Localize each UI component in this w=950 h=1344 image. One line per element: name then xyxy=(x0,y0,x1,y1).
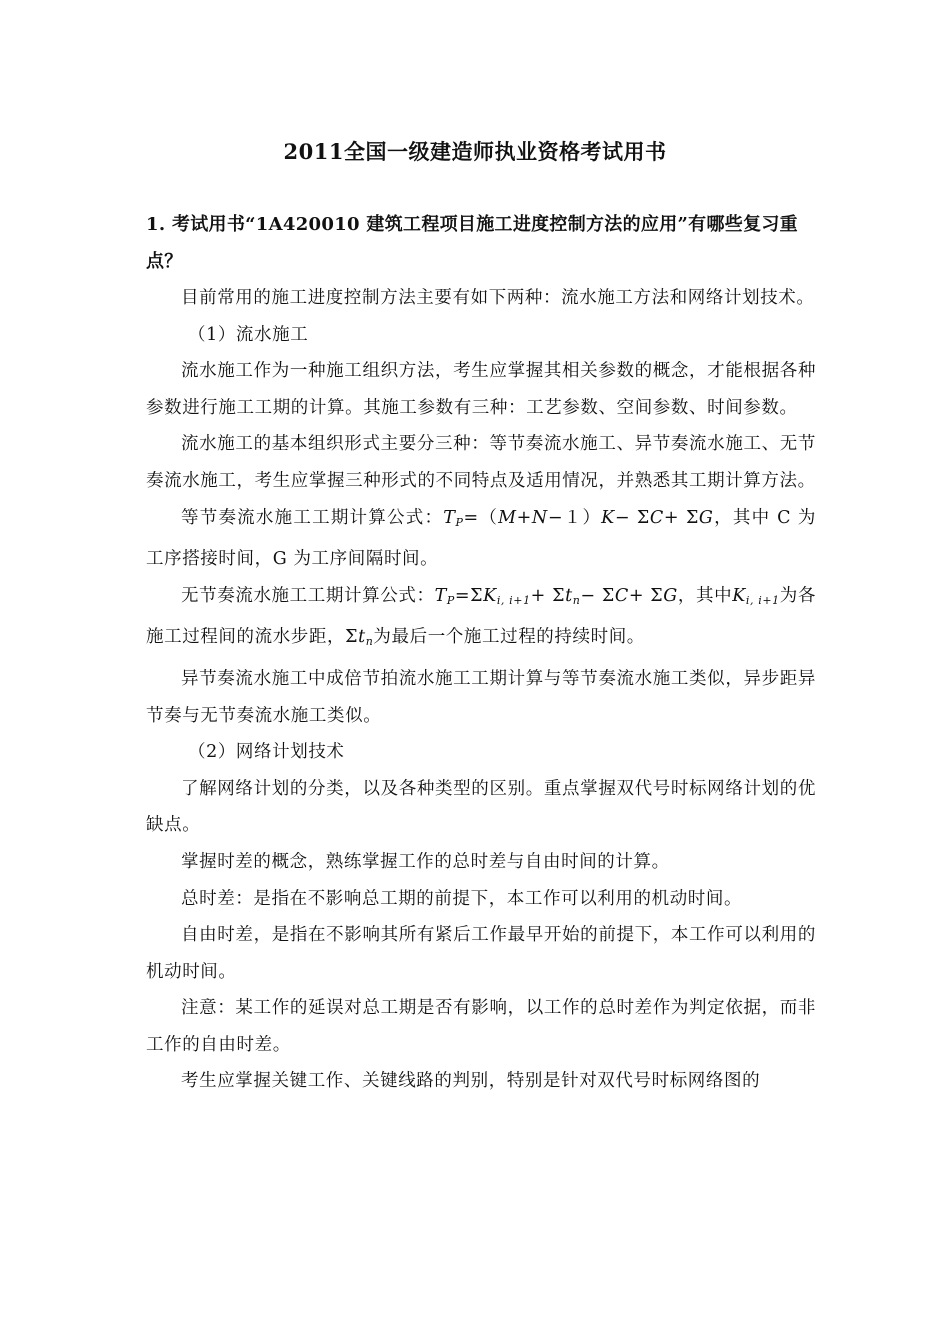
formula-operator: + Σ xyxy=(663,507,699,528)
paragraph-note: 注意：某工作的延误对总工期是否有影响，以工作的总时差作为判定依据，而非工作的自由时差。 xyxy=(146,998,816,1055)
paragraph-float-concept: 掌握时差的概念，熟练掌握工作的总时差与自由时间的计算。 xyxy=(181,851,670,872)
formula-subscript: i, i+1 xyxy=(496,593,531,607)
formula-subscript: n xyxy=(365,635,374,649)
formula-operator: − Σ xyxy=(580,585,615,606)
formula-operator: + Σ xyxy=(530,585,566,606)
formula-subscript: i, i+1 xyxy=(745,593,780,607)
section-flow-construction: （1）流水施工 xyxy=(188,324,309,345)
formula-note: 为各施工过程间的流水步距，Σ xyxy=(146,585,816,648)
formula-symbol: K xyxy=(732,585,746,606)
formula-operator: =Σ xyxy=(454,585,484,606)
formula-note: ，其中 xyxy=(677,585,733,606)
paragraph-equal-rhythm-formula xyxy=(146,500,816,578)
paragraph-critical-path: 考生应掌握关键工作、关键线路的判别，特别是针对双代号时标网络图的 xyxy=(181,1071,761,1092)
formula-symbol: K xyxy=(601,507,615,528)
formula-subscript: P xyxy=(455,515,464,529)
formula-symbol: G xyxy=(698,507,714,528)
paragraph-no-rhythm-formula xyxy=(146,578,816,661)
formula-label: 无节奏流水施工工期计算公式： xyxy=(181,585,435,606)
section-network-planning: （2）网络计划技术 xyxy=(188,742,345,763)
document-body xyxy=(146,280,816,1100)
formula-symbol: t xyxy=(358,627,366,648)
formula-symbol: T xyxy=(434,585,447,606)
formula-operator: −１） xyxy=(547,507,602,528)
paragraph-flow-parameters: 流水施工作为一种施工组织方法，考生应掌握其相关参数的概念，才能根据各种参数进行施工工期的计算。其施工参数有三种：工艺参数、空间参数、时间参数。 xyxy=(146,361,816,418)
formula-label: 等节奏流水施工工期计算公式： xyxy=(181,507,444,528)
formula-note: ，其中 C 为工序搭接时间，G 为工序间隔时间。 xyxy=(146,507,816,570)
formula-symbol: N xyxy=(531,507,548,528)
formula-symbol: M xyxy=(498,507,517,528)
formula-symbol: t xyxy=(565,585,573,606)
formula-operator: + xyxy=(516,507,532,528)
paragraph-intro: 目前常用的施工进度控制方法主要有如下两种：流水施工方法和网络计划技术。 xyxy=(181,288,815,308)
paragraph-total-float: 总时差：是指在不影响总工期的前提下，本工作可以利用的机动时间。 xyxy=(181,888,743,909)
formula-subscript: n xyxy=(572,593,581,607)
formula-note: 为最后一个施工过程的持续时间。 xyxy=(373,627,645,648)
document-title: 2011全国一级建造师执业资格考试用书 xyxy=(283,139,667,164)
formula-operator: =（ xyxy=(463,507,499,528)
formula-symbol: K xyxy=(483,585,497,606)
formula-operator: − Σ xyxy=(614,507,650,528)
paragraph-free-float: 自由时差，是指在不影响其所有紧后工作最早开始的前提下，本工作可以利用的机动时间。 xyxy=(146,925,816,982)
question-heading: 1. 考试用书“1A420010 建筑工程项目施工进度控制方法的应用”有哪些复习重点？ xyxy=(146,214,798,272)
paragraph-uneven-rhythm: 异节奏流水施工中成倍节拍流水施工工期计算与等节奏流水施工类似，异步距异节奏与无节奏流水施工类似。 xyxy=(146,668,816,726)
formula-symbol: C xyxy=(614,585,629,606)
formula-symbol: C xyxy=(649,507,664,528)
paragraph-flow-forms: 流水施工的基本组织形式主要分三种：等节奏流水施工、异节奏流水施工、无节奏流水施工，考生应掌握三种形式的不同特点及适用情况，并熟悉其工期计算方法。 xyxy=(146,434,816,491)
paragraph-network-types: 了解网络计划的分类，以及各种类型的区别。重点掌握双代号时标网络计划的优缺点。 xyxy=(146,778,816,836)
formula-operator: + Σ xyxy=(628,585,664,606)
formula-symbol: T xyxy=(443,507,456,528)
formula-symbol: G xyxy=(663,585,678,606)
formula-subscript: P xyxy=(446,593,455,607)
